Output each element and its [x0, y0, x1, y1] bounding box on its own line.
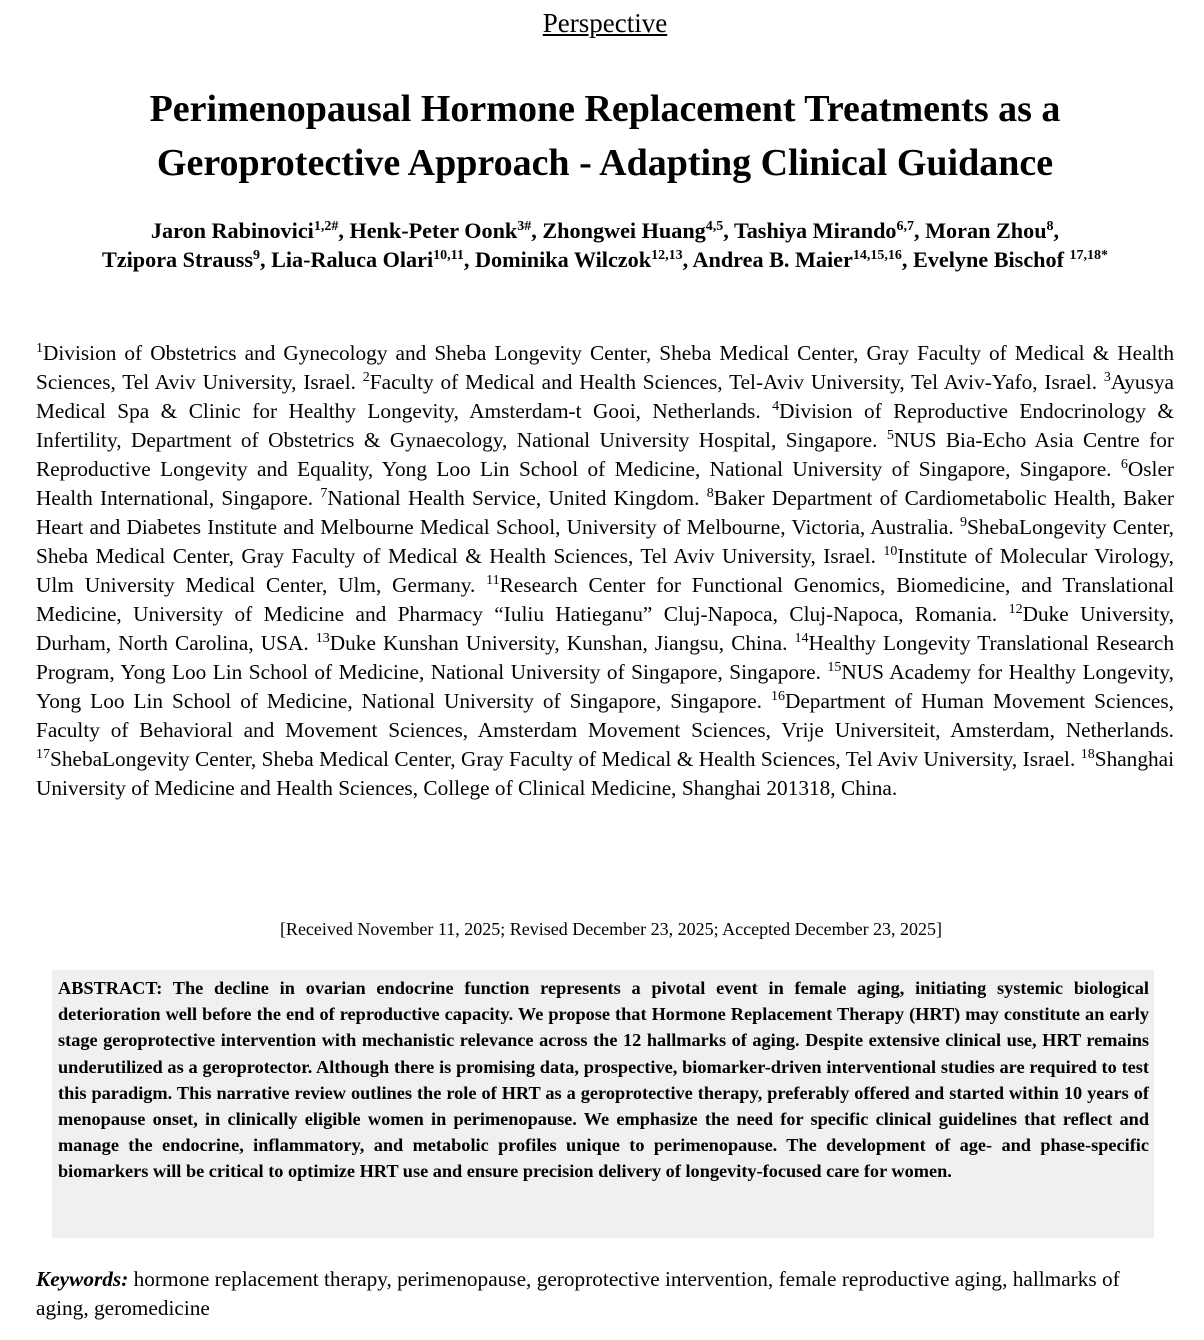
affiliations [36, 339, 1174, 803]
affiliation: $^{14}$Healthy Longevity Translational Research Program, Yong Loo Lin School of Medicine, National University of Singapore, Singapore. [36, 631, 1175, 684]
abstract-text: The decline in ovarian endocrine function represents a pivotal event in female aging, initiating systemic biological deterioration well before the end of reproductive capacity. We propose that Hormone Replacement Therapy (HRT) may constitute an early stage geroprotective intervention with mechanistic relevance across the 12 hallmarks of aging. Despite extensive clinical use, HRT remains underutilized as a geroprotector. Although there is promising data, prospective, biomarker-driven interventional studies are required to test this paradigm. This narrative review outlines the role of HRT as a geroprotective therapy, preferably offered and started within 10 years of menopause onset, in clinically eligible women in perimenopause. We emphasize the need for specific clinical guidelines that reflect and manage the endocrine, inflammatory, and metabolic profiles unique to perimenopause. The development of age- and phase-specific biomarkers will be critical to optimize HRT use and ensure precision delivery of longevity-focused care for women. [58, 978, 1149, 1182]
abstract-label: ABSTRACT: [58, 978, 163, 998]
affiliation: $^2$Faculty of Medical and Health Sciences, Tel-Aviv University, Tel Aviv-Yafo, Israel. [362, 370, 1098, 394]
paper-title: Perimenopausal Hormone Replacement Treatments as a Geroprotective Approach - Adapting Clinical Guidance [149, 88, 1061, 184]
affiliation: $^{15}$NUS Academy for Healthy Longevity, Yong Loo Lin School of Medicine, National University of Singapore, Singapore. [36, 660, 1174, 713]
affiliation: $^{11}$Research Center for Functional Genomics, Biomedicine, and Translational Medicine, University of Medicine and Pharmacy “Iuliu Hatieganu” Cluj-Napoca, Cluj-Napoca, Romania. [36, 573, 1174, 626]
affiliation: $^5$NUS Bia-Echo Asia Centre for Reproductive Longevity and Equality, Yong Loo Lin School of Medicine, National University of Singapore, Singapore. [36, 428, 1174, 481]
affiliation: $^{18}$Shanghai University of Medicine and Health Sciences, College of Clinical Medicine, Shanghai 201318, China. [36, 747, 1174, 800]
keywords [36, 1265, 1176, 1323]
affiliation: $^6$Osler Health International, Singapore. [36, 457, 1174, 510]
author: Tashiya Mirando$^{6,7}$, [733, 218, 920, 243]
author: Tzipora Strauss$^9$, [101, 247, 266, 272]
affiliation: $^9$ShebaLongevity Center, Sheba Medical Center, Gray Faculty of Medical & Health Sciences, Tel Aviv University, Israel. [36, 515, 1175, 568]
affiliation: $^{12}$Duke University, Durham, North Carolina, USA. [36, 602, 1175, 655]
author: Jaron Rabinovici$^{1,2\#}$, [150, 218, 344, 243]
received-dates: [Received November 11, 2025; Revised December 23, 2025; Accepted December 23, 2025] [279, 919, 943, 939]
section-label: Perspective [542, 8, 668, 38]
affiliation: $^7$National Health Service, United Kingdom. [320, 486, 700, 510]
affiliation: $^3$Ayusya Medical Spa & Clinic for Healthy Longevity, Amsterdam-t Gooi, Netherlands. [36, 370, 1174, 423]
abstract-box [52, 970, 1154, 1238]
abstract [58, 975, 1149, 1185]
affiliation: $^{13}$Duke Kunshan University, Kunshan, Jiangsu, China. [315, 631, 788, 655]
author: Dominika Wilczok$^{12,13}$, [474, 247, 689, 272]
affiliation: $^4$Division of Reproductive Endocrinology & Infertility, Department of Obstetrics & Gynaecology, National University Hospital, Singapore. [36, 399, 1175, 452]
author: Moran Zhou$^8$, [925, 218, 1060, 243]
author: Lia-Raluca Olari$^{10,11}$, [271, 247, 470, 272]
affiliation: $^{16}$Department of Human Movement Sciences, Faculty of Behavioral and Movement Sciences, Amsterdam Movement Sciences, Vrije Universiteit, Amsterdam, Netherlands. [36, 689, 1174, 742]
author-list [30, 216, 1180, 274]
affiliation: $^1$Division of Obstetrics and Gynecology and Sheba Longevity Center, Sheba Medical Center, Gray Faculty of Medical & Health Sciences, Tel Aviv University, Israel. [36, 341, 1174, 394]
author: Andrea B. Maier$^{14,15,16}$, [692, 247, 908, 272]
author: Evelyne Bischof $^{17,18*}$ [912, 247, 1109, 272]
affiliation: $^8$Baker Department of Cardiometabolic Health, Baker Heart and Diabetes Institute and Melbourne Medical School, University of Melbourne, Victoria, Australia. [36, 486, 1174, 539]
keywords-label: Keywords: [36, 1267, 129, 1291]
author: Zhongwei Huang$^{4,5}$, [542, 218, 729, 243]
keywords-text: hormone replacement therapy, perimenopause, geroprotective intervention, female reproductive aging, hallmarks of aging, geromedicine [36, 1267, 1120, 1320]
affiliation: $^{17}$ShebaLongevity Center, Sheba Medical Center, Gray Faculty of Medical & Health Sciences, Tel Aviv University, Israel. [36, 747, 1076, 771]
author: Henk-Peter Oonk$^{3\#}$, [349, 218, 537, 243]
affiliation: $^{10}$Institute of Molecular Virology, Ulm University Medical Center, Ulm, Germany. [36, 544, 1174, 597]
